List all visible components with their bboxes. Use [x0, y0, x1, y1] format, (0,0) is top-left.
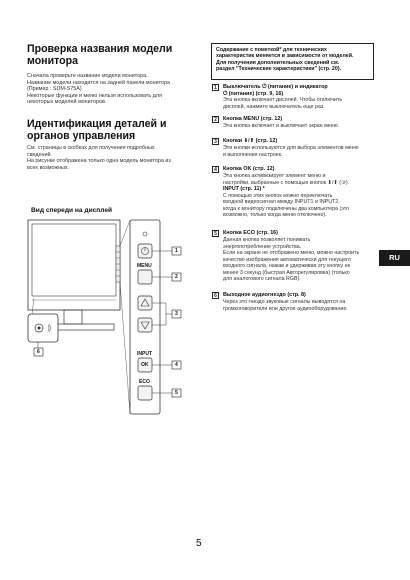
note-line: характеристик меняется в зависимости от моделей.: [216, 53, 354, 60]
body-line: менее 3 секунд (быстрая Авторегулировка) (только: [223, 269, 350, 276]
item-number: 6: [212, 292, 219, 299]
title-line: Идентификация деталей и: [27, 118, 167, 130]
item-body: [223, 97, 342, 110]
technical-note-box: [211, 43, 374, 80]
title-line: Кнопка MENU (стр. 12): [223, 116, 283, 122]
eco-label: ECO: [139, 379, 150, 385]
body-line: качество изображения автоматически для текущего: [223, 256, 351, 263]
page-number: 5: [196, 538, 202, 549]
note-line: Для получения дополнительных сведений см.: [216, 59, 340, 66]
callout-6: 6: [37, 349, 40, 355]
body-line: когда к монитору подключены два компьютера (это: [223, 205, 350, 212]
callout-1: 1: [175, 248, 178, 254]
title-line: монитора: [27, 55, 78, 67]
note-line: Содержание с пометкой* для технических: [216, 47, 327, 53]
text-line: сведений.: [27, 151, 53, 158]
text-line: На рисунке отображена только одна модель монитора из: [27, 158, 171, 165]
body-line: энергопотребление устройства.: [223, 243, 302, 250]
callout-4: 4: [175, 362, 178, 368]
title-line: Кнопка OK (стр. 12): [223, 166, 275, 172]
item-title: [223, 292, 306, 299]
callout-2: 2: [175, 274, 178, 280]
item-number: 4: [212, 166, 219, 173]
body-line: Данная кнопка позволяет понижать: [223, 237, 311, 243]
text-line: некоторых моделей мониторов.: [27, 99, 107, 106]
callout-3: 3: [175, 311, 178, 317]
controls-paragraph: [27, 145, 202, 171]
note-line: раздел "Технические характеристики" (стр. 20).: [216, 66, 342, 73]
section-title-model-check: [27, 43, 197, 67]
item-number: 2: [212, 116, 219, 123]
monitor-illustration: [26, 218, 196, 418]
text-line: Некоторые функции и меню нельзя использовать для: [27, 92, 162, 99]
title-line: ⏻ (питание) (стр. 9, 16): [223, 90, 284, 97]
item-body: [223, 237, 359, 283]
item-title: [223, 230, 278, 237]
body-line: входного сигнала, нажав и удерживая эту кнопку не: [223, 263, 351, 269]
item-title: [223, 84, 328, 97]
title-line: Выключатель ⏻ (питание) и индикатор: [223, 84, 328, 90]
body-line: входной видеосигнал между INPUT1 и INPUT2,: [223, 199, 340, 205]
item-number: 3: [212, 138, 219, 145]
item-body: [223, 173, 349, 219]
body-line: и выполнения настроек.: [223, 151, 283, 158]
item-number: 5: [212, 230, 219, 237]
text-line: См. страницы в скобках для получения подробных: [27, 145, 155, 151]
body-line: INPUT (стр. 11) *: [223, 186, 265, 192]
body-line: настройки, выбранные с помощью кнопок ⬇/⬆ (③).: [223, 179, 350, 186]
body-line: дисплей, нажмите выключатель еще раз.: [223, 103, 325, 110]
input-label: INPUT: [137, 351, 152, 357]
menu-label: MENU: [137, 263, 152, 269]
body-line: возможно, только когда меню отключено).: [223, 212, 327, 218]
monitor-front-diagram: [26, 218, 196, 418]
item-body: [223, 299, 348, 312]
item-title: [223, 138, 277, 145]
text-line: (Пример : SDM-S75A): [27, 86, 82, 93]
body-line: С помощью этих кнопок можно переключать: [223, 192, 333, 199]
text-line: всех возможных.: [27, 164, 70, 171]
body-line: Через это гнездо звуковые сигналы выводятся на: [223, 299, 346, 305]
title-line: Кнопка ECO (стр. 16): [223, 230, 278, 236]
ok-label: OK: [141, 362, 149, 368]
text-line: Сначала проверьте название модели монитора.: [27, 73, 148, 79]
item-title: [223, 166, 274, 173]
section-title-controls: [27, 118, 197, 142]
body-line: Эта кнопка включает дисплей. Чтобы отключить: [223, 97, 343, 103]
text-line: Название модели находится на задней панели монитора: [27, 79, 170, 86]
item-number: 1: [212, 84, 219, 91]
front-view-subheading: Вид спереди на дисплей: [31, 207, 113, 214]
body-line: для аналогового сигнала RGB).: [223, 276, 301, 282]
model-check-paragraph: [27, 73, 202, 106]
title-line: органов управления: [27, 130, 136, 142]
title-line: Выходное аудиогнездо (стр. 8): [223, 292, 306, 298]
body-line: Если на экране не отображено меню, можно настроить: [223, 250, 360, 256]
item-title: [223, 116, 282, 123]
language-tab: RU: [379, 250, 410, 266]
title-line: Кнопки ⬇/⬆ (стр. 12): [223, 138, 278, 144]
body-line: Эта кнопка активизирует элемент меню и: [223, 173, 326, 179]
item-body: [223, 145, 359, 158]
body-line: Эти кнопки используются для выбора элементов меню: [223, 145, 359, 151]
callout-5: 5: [175, 390, 178, 396]
body-line: громкоговорители или другое аудиооборудование.: [223, 305, 348, 312]
body-line: Эта кнопка включает и выключает экран меню.: [223, 123, 340, 129]
title-line: Проверка названия модели: [27, 43, 173, 55]
item-body: [223, 123, 339, 130]
